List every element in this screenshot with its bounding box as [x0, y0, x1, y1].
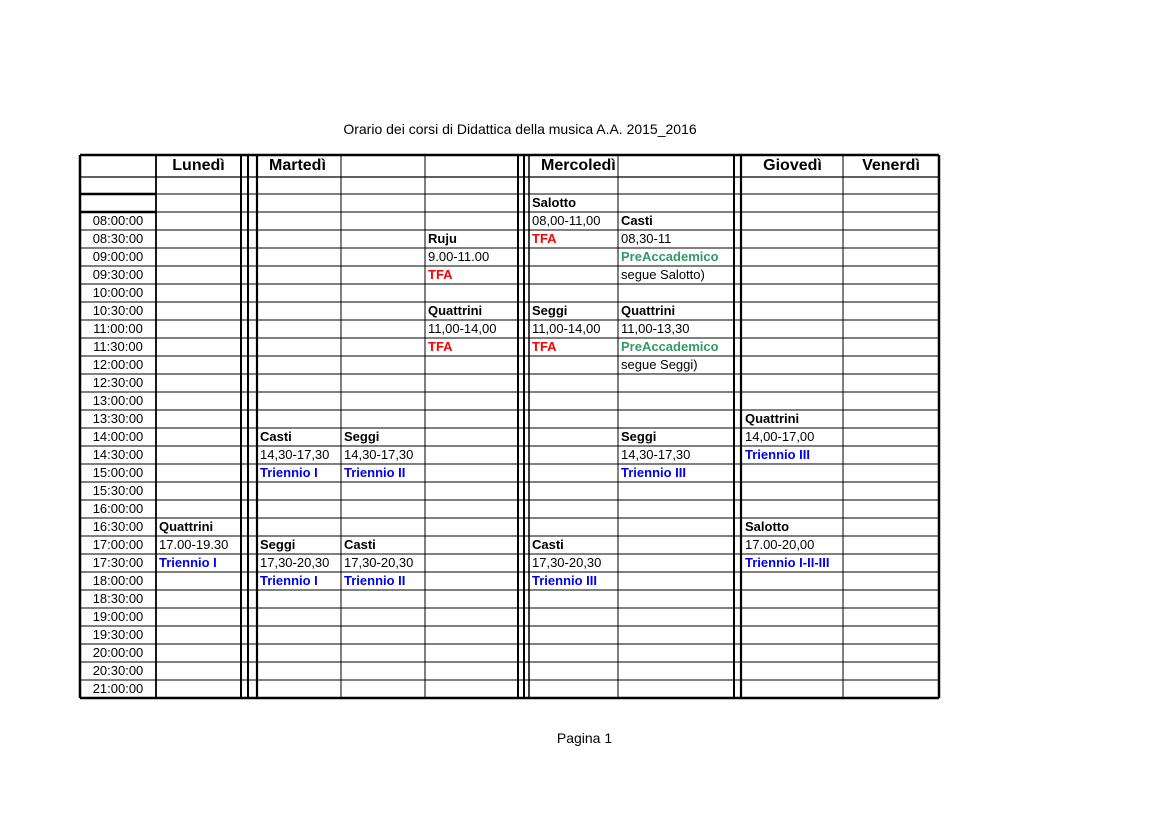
time-label: 11:00:00: [93, 321, 143, 336]
page-footer: Pagina 1: [556, 730, 613, 746]
time-label: 11:30:00: [93, 339, 143, 354]
schedule-entry: TFA: [428, 267, 453, 282]
schedule-entry: Casti: [532, 537, 564, 552]
schedule-entry: Seggi: [344, 429, 380, 444]
schedule-entry: Seggi: [532, 303, 568, 318]
schedule-entry: TFA: [428, 339, 453, 354]
document-title: Orario dei corsi di Didattica della musica A.A. 2015_2016: [343, 121, 697, 137]
day-header-mercoledi: Mercoledì: [541, 157, 616, 174]
schedule-entry: 9.00-11.00: [428, 249, 490, 264]
schedule-entry: 14,30-17,30: [344, 447, 414, 462]
time-label: 20:00:00: [92, 645, 144, 660]
schedule-entry: Quattrini: [428, 303, 483, 318]
time-label: 12:00:00: [92, 357, 144, 372]
time-label: 19:30:00: [92, 627, 144, 642]
schedule-entry: Salotto: [532, 195, 577, 210]
time-label: 16:00:00: [92, 501, 144, 516]
time-label: 09:30:00: [92, 267, 144, 282]
schedule-entry: PreAccademico: [621, 249, 719, 264]
day-header-lunedi: Lunedì: [172, 157, 225, 174]
schedule-entry: segue Seggi): [621, 357, 698, 372]
time-label: 14:00:00: [92, 429, 144, 444]
schedule-entry: Salotto: [745, 519, 790, 534]
schedule-entry: 17.00-20,00: [745, 537, 815, 552]
schedule-entry: 08,30-11: [621, 231, 672, 246]
schedule-entry: 11,00-14,00: [428, 321, 497, 336]
schedule-entry: Triennio I: [260, 465, 318, 480]
time-label: 08:30:00: [92, 231, 144, 246]
time-label: 18:30:00: [92, 591, 144, 606]
schedule-entry: 11,00-14,00: [532, 321, 601, 336]
time-label: 20:30:00: [92, 663, 144, 678]
schedule-entry: Triennio I: [159, 555, 217, 570]
time-label: 12:30:00: [92, 375, 144, 390]
schedule-entry: Triennio I-II-III: [745, 555, 830, 570]
schedule-entry: Triennio III: [745, 447, 811, 462]
schedule-entry: Casti: [621, 213, 653, 228]
schedule-entry: 14,30-17,30: [621, 447, 691, 462]
time-label: 17:30:00: [92, 555, 144, 570]
schedule-entry: 17.00-19.30: [159, 537, 229, 552]
schedule-entry: Quattrini: [621, 303, 676, 318]
schedule-entry: segue Salotto): [621, 267, 705, 282]
schedule-entry: Triennio III: [532, 573, 598, 588]
schedule-entry: 17,30-20,30: [260, 555, 330, 570]
time-label: 17:00:00: [92, 537, 144, 552]
time-label: 21:00:00: [92, 681, 144, 696]
schedule-entry: 14,00-17,00: [745, 429, 815, 444]
schedule-entry: Triennio III: [621, 465, 687, 480]
time-label: 18:00:00: [92, 573, 144, 588]
time-label: 10:30:00: [92, 303, 144, 318]
schedule-entry: PreAccademico: [621, 339, 719, 354]
schedule-entry: Triennio II: [344, 573, 406, 588]
schedule-entry: Quattrini: [745, 411, 800, 426]
time-label: 15:30:00: [92, 483, 144, 498]
time-label: 15:00:00: [92, 465, 144, 480]
schedule-entry: 17,30-20,30: [532, 555, 602, 570]
schedule-entry: Seggi: [621, 429, 657, 444]
schedule-entry: Casti: [260, 429, 292, 444]
time-label: 19:00:00: [92, 609, 144, 624]
schedule-entry: Triennio I: [260, 573, 318, 588]
day-header-martedi: Martedì: [269, 157, 326, 174]
schedule-entry: 17,30-20,30: [344, 555, 414, 570]
schedule-entry: Casti: [344, 537, 376, 552]
time-label: 13:00:00: [92, 393, 144, 408]
time-label: 13:30:00: [92, 411, 144, 426]
schedule-entry: 14,30-17,30: [260, 447, 330, 462]
time-label: 08:00:00: [92, 213, 144, 228]
day-header-giovedi: Giovedì: [763, 157, 822, 174]
schedule-entry: TFA: [532, 339, 557, 354]
schedule-entry: 08,00-11,00: [532, 213, 601, 228]
time-label: 09:00:00: [92, 249, 144, 264]
schedule-entry: 11,00-13,30: [621, 321, 690, 336]
day-header-venerdi: Venerdì: [862, 157, 920, 174]
time-label: 16:30:00: [92, 519, 144, 534]
schedule-entry: Ruju: [428, 231, 457, 246]
schedule-entry: TFA: [532, 231, 557, 246]
schedule-entry: Seggi: [260, 537, 296, 552]
schedule-entry: Triennio II: [344, 465, 406, 480]
time-label: 14:30:00: [92, 447, 144, 462]
time-label: 10:00:00: [92, 285, 144, 300]
schedule-entry: Quattrini: [159, 519, 214, 534]
